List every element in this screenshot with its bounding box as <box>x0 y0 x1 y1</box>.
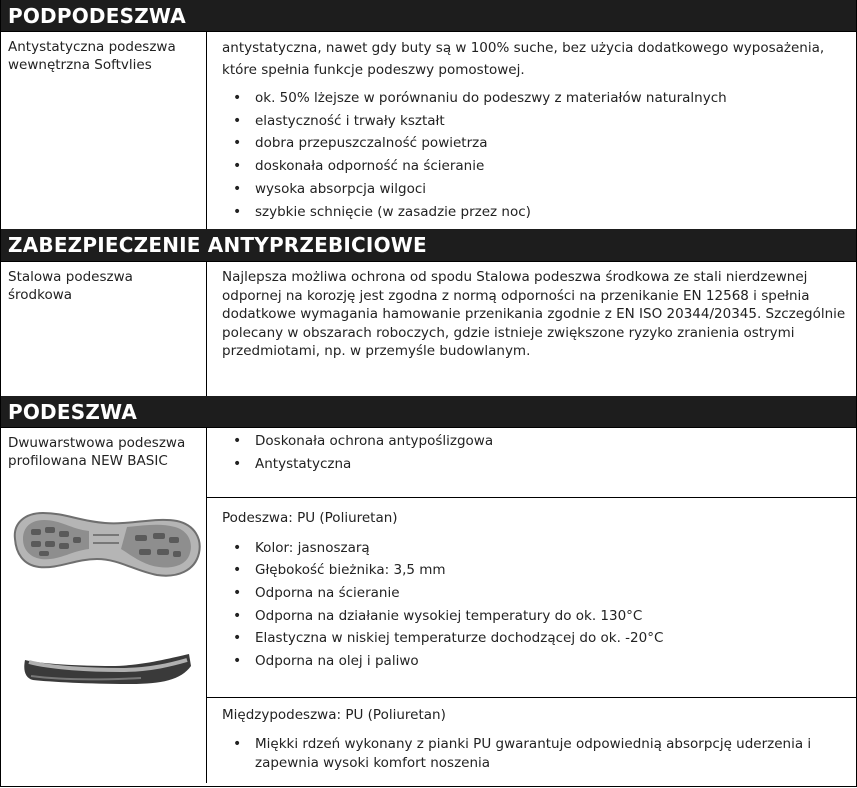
list-item: • Elastyczna w niskiej temperaturze dochodzącej do ok. -20°C <box>255 627 846 650</box>
cell-title: Międzypodeszwa: PU (Poliuretan) <box>222 707 446 723</box>
section-title: ZABEZPIECZENIE ANTYPRZEBICIOWE <box>8 233 427 257</box>
list-item: • Odporna na olej i paliwo <box>255 650 846 673</box>
section-title: PODESZWA <box>8 399 138 424</box>
row-description: antystatyczna, nawet gdy buty są w 100% suche, bez użycia dodatkowego wyposażenia, które spełnia funkcje podeszwy pomostowej. <box>222 40 825 78</box>
bullet-list <box>222 735 846 773</box>
bullet-list <box>222 430 846 475</box>
section-header-podeszwa <box>1 396 856 427</box>
section-header-zabezpieczenie <box>1 229 856 261</box>
row-label-cell <box>1 428 207 783</box>
row-steel-midsole <box>1 261 856 396</box>
bullet-list <box>222 87 846 223</box>
cell-title: Podeszwa: PU (Poliuretan) <box>222 510 398 526</box>
list-item: • wysoka absorpcja wilgoci <box>255 178 846 201</box>
row-label: Antystatyczna podeszwa wewnętrzna Softvlies <box>1 32 207 229</box>
list-item: • Odporna na ścieranie <box>255 582 846 605</box>
list-item: • Doskonała ochrona antypoślizgowa <box>255 430 846 453</box>
list-item: • doskonała odporność na ścieranie <box>255 155 846 178</box>
row-outsole <box>1 427 856 783</box>
list-item: • Miękki rdzeń wykonany z pianki PU gwarantuje odpowiednią absorpcję uderzenia i zapewnia wysoki komfort noszenia <box>255 735 816 773</box>
list-item: • Głębokość bieżnika: 3,5 mm <box>255 559 846 582</box>
row-label: Dwuwarstwowa podeszwa profilowana NEW BASIC <box>8 435 186 469</box>
list-item: • Odporna na działanie wysokiej temperatury do ok. 130°C <box>255 605 846 628</box>
bullet-list <box>222 537 846 673</box>
list-item: • dobra przepuszczalność powietrza <box>255 132 846 155</box>
row-softvlies <box>1 31 856 229</box>
sole-side-image <box>21 650 193 690</box>
section-title: PODPODESZWA <box>8 3 186 28</box>
sole-bottom-image <box>9 505 205 583</box>
section-header-podpodeszwa <box>1 0 856 31</box>
list-item: • ok. 50% lżejsze w porównaniu do podeszwy z materiałów naturalnych <box>255 87 846 110</box>
list-item: • elastyczność i trwały kształt <box>255 110 846 133</box>
list-item: • Kolor: jasnoszarą <box>255 537 846 560</box>
list-item: • Antystatyczna <box>255 453 846 476</box>
row-label: Stalowa podeszwa środkowa <box>1 262 207 396</box>
list-item: • szybkie schnięcie (w zasadzie przez noc) <box>255 201 846 224</box>
row-description: Najlepsza możliwa ochrona od spodu Stalowa podeszwa środkowa ze stali nierdzewnej odpornej na korozję jest zgodna z normą odporności na przenikanie EN 12568 i spełnia dodatkowe wymagania hamowanie przenikania zgodnie z EN ISO 20344/20345. Szczególnie polecany w obszarach roboczych, gdzie istnieje zwiększone ryzyko zranienia ostrymi przedmiotami, np. w przemyśle budowlanym. <box>222 269 846 360</box>
